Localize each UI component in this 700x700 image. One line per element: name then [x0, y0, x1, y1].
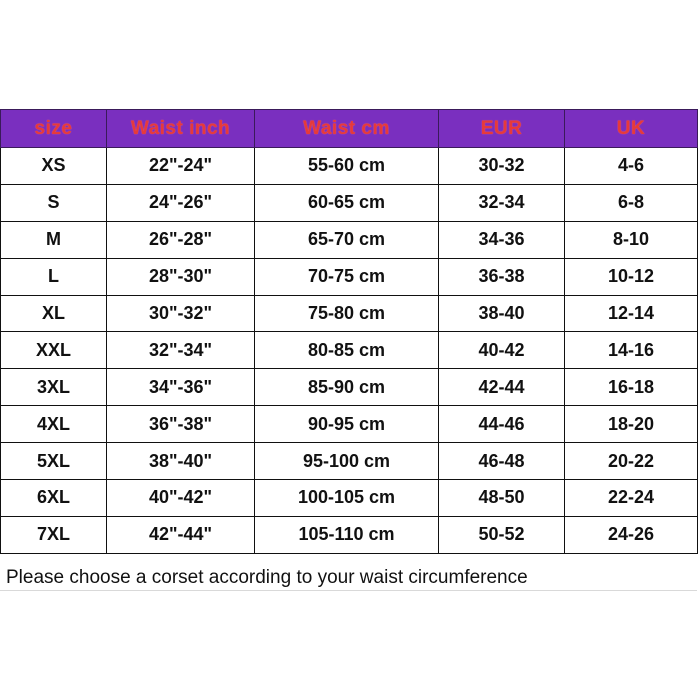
uk-cell: 10-12 — [565, 258, 698, 295]
eur-cell: 46-48 — [439, 443, 565, 480]
waist-cm-cell: 55-60 cm — [255, 148, 439, 185]
table-row — [1, 184, 698, 221]
waist-cm-cell: 85-90 cm — [255, 369, 439, 406]
eur-cell: 38-40 — [439, 295, 565, 332]
eur-cell: 50-52 — [439, 516, 565, 553]
header-uk: UK — [565, 110, 698, 148]
table-row — [1, 221, 698, 258]
table-row — [1, 406, 698, 443]
size-cell: 3XL — [1, 369, 107, 406]
size-chart — [0, 109, 697, 554]
eur-cell: 34-36 — [439, 221, 565, 258]
eur-cell: 48-50 — [439, 480, 565, 517]
table-row — [1, 332, 698, 369]
table-row — [1, 516, 698, 553]
size-cell: S — [1, 184, 107, 221]
uk-cell: 8-10 — [565, 221, 698, 258]
size-cell: 4XL — [1, 406, 107, 443]
waist-inch-cell: 22"-24" — [107, 148, 255, 185]
size-cell: 7XL — [1, 516, 107, 553]
table-row — [1, 443, 698, 480]
footer-divider — [0, 590, 697, 591]
uk-cell: 14-16 — [565, 332, 698, 369]
waist-inch-cell: 28"-30" — [107, 258, 255, 295]
uk-cell: 16-18 — [565, 369, 698, 406]
size-cell: L — [1, 258, 107, 295]
table-row — [1, 480, 698, 517]
header-size: size — [1, 110, 107, 148]
header-row — [1, 110, 698, 148]
waist-cm-cell: 75-80 cm — [255, 295, 439, 332]
waist-cm-cell: 70-75 cm — [255, 258, 439, 295]
footer-note: Please choose a corset according to your waist circumference — [6, 567, 528, 588]
size-cell: XXL — [1, 332, 107, 369]
eur-cell: 30-32 — [439, 148, 565, 185]
waist-inch-cell: 26"-28" — [107, 221, 255, 258]
waist-cm-cell: 90-95 cm — [255, 406, 439, 443]
eur-cell: 42-44 — [439, 369, 565, 406]
uk-cell: 6-8 — [565, 184, 698, 221]
eur-cell: 44-46 — [439, 406, 565, 443]
table-body — [1, 148, 698, 554]
uk-cell: 22-24 — [565, 480, 698, 517]
eur-cell: 32-34 — [439, 184, 565, 221]
waist-inch-cell: 42"-44" — [107, 516, 255, 553]
header-eur: EUR — [439, 110, 565, 148]
table-row — [1, 369, 698, 406]
eur-cell: 40-42 — [439, 332, 565, 369]
size-cell: M — [1, 221, 107, 258]
waist-inch-cell: 40"-42" — [107, 480, 255, 517]
waist-cm-cell: 60-65 cm — [255, 184, 439, 221]
waist-inch-cell: 36"-38" — [107, 406, 255, 443]
size-cell: 6XL — [1, 480, 107, 517]
table-header — [1, 110, 698, 148]
waist-cm-cell: 80-85 cm — [255, 332, 439, 369]
waist-inch-cell: 30"-32" — [107, 295, 255, 332]
uk-cell: 12-14 — [565, 295, 698, 332]
waist-inch-cell: 24"-26" — [107, 184, 255, 221]
uk-cell: 20-22 — [565, 443, 698, 480]
eur-cell: 36-38 — [439, 258, 565, 295]
uk-cell: 18-20 — [565, 406, 698, 443]
uk-cell: 4-6 — [565, 148, 698, 185]
waist-inch-cell: 34"-36" — [107, 369, 255, 406]
size-table — [0, 109, 698, 554]
table-row — [1, 148, 698, 185]
waist-inch-cell: 32"-34" — [107, 332, 255, 369]
waist-cm-cell: 95-100 cm — [255, 443, 439, 480]
waist-cm-cell: 100-105 cm — [255, 480, 439, 517]
header-waist-cm: Waist cm — [255, 110, 439, 148]
waist-inch-cell: 38"-40" — [107, 443, 255, 480]
table-row — [1, 295, 698, 332]
size-cell: XL — [1, 295, 107, 332]
uk-cell: 24-26 — [565, 516, 698, 553]
table-row — [1, 258, 698, 295]
header-waist-inch: Waist inch — [107, 110, 255, 148]
waist-cm-cell: 105-110 cm — [255, 516, 439, 553]
size-cell: XS — [1, 148, 107, 185]
waist-cm-cell: 65-70 cm — [255, 221, 439, 258]
size-cell: 5XL — [1, 443, 107, 480]
